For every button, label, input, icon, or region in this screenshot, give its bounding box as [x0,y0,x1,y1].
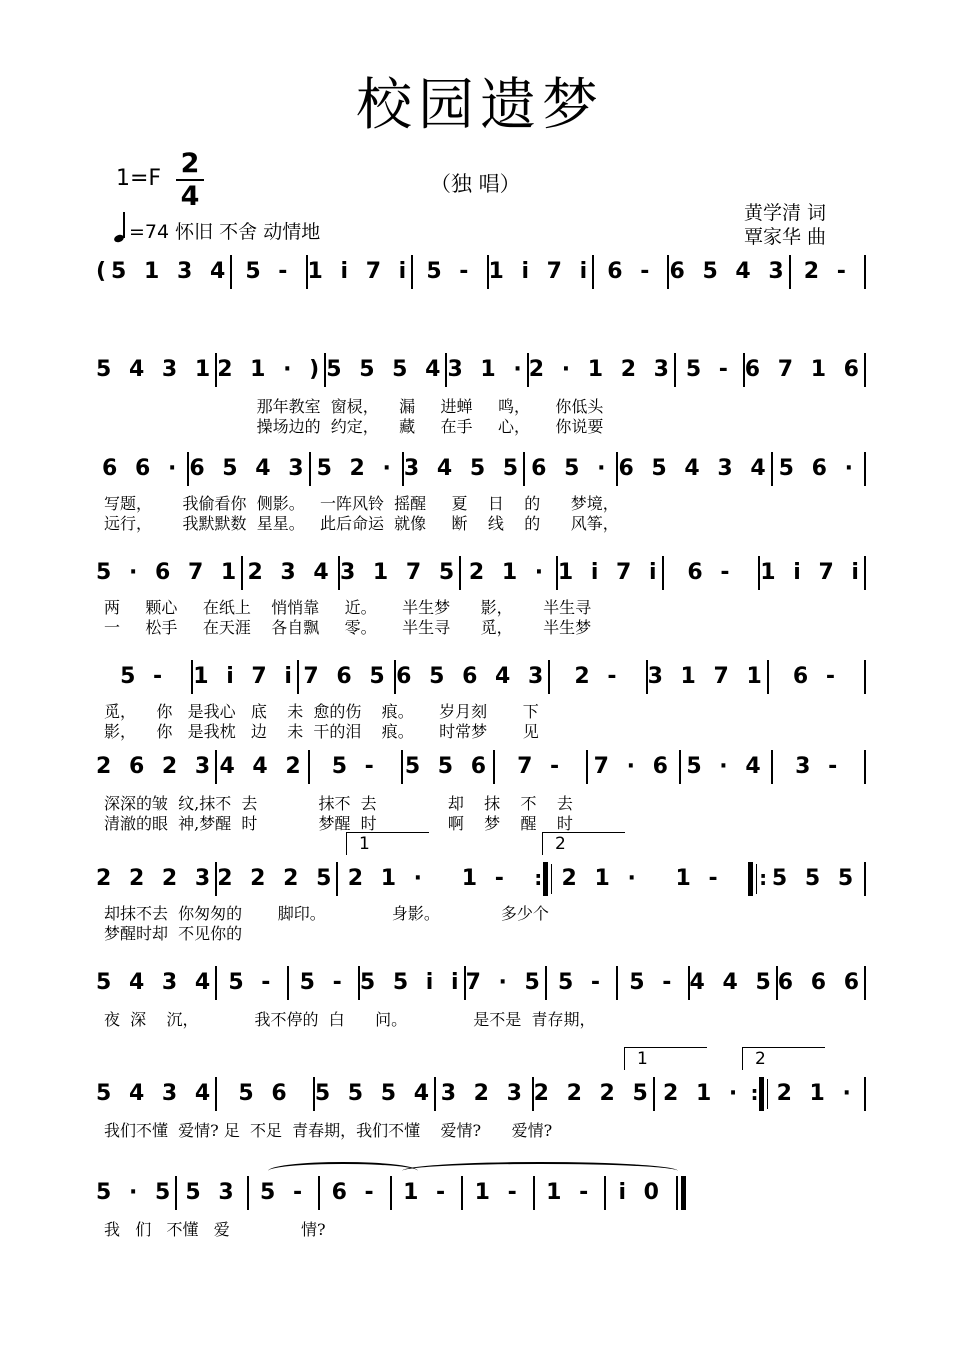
measure-row [96,660,866,694]
lyric-line-2: 一 松手 在天涯 各自飘 零。 半生寻 觅， 半生梦 [104,618,592,637]
performance-type: （独 唱） [430,172,521,196]
repeat-start-barline [748,862,766,896]
measure: 6 5 4 3 [189,456,309,481]
measure: 1 - [474,1180,522,1205]
measure: i 0 [618,1180,664,1205]
lyric-line-1: 两 颗心 在纸上 悄悄靠 近。 半生梦 影， 半生寻 [104,598,592,617]
music-system-6 [96,750,866,880]
lyric-line-2: 清澈的眼 神,梦醒 时 梦醒 时 啊 梦 醒 时 [104,814,573,833]
measure: 1 i 7 i [557,560,662,585]
measure: 2 2 2 5 [533,1081,653,1106]
measure: 5 5 5 4 [326,357,446,382]
measure: 6 5 4 3 [669,259,789,284]
measure-row [96,353,866,387]
measure: 5 - [299,970,347,995]
measure: 5 - [228,970,276,995]
tie [402,1162,678,1180]
measure: 5 · 6 7 1 [96,560,242,585]
measure: 6 - [331,1180,379,1205]
tempo-marking [114,212,320,242]
lyric-line-1: 深深的皱 纹,抹不 去 抹不 去 却 抹 不 去 [104,794,573,813]
repeat-end-barline [534,862,552,896]
measure: 7 · 5 [465,970,545,995]
measure: 3 4 5 5 [403,456,524,481]
tempo-text: =74 怀旧 不舍 动情地 [129,221,321,243]
measure-row [96,750,866,784]
measure: 2 2 2 3 [96,866,216,891]
key-signature: 1=F [116,166,162,191]
measure: 3 1 7 5 [339,560,460,585]
measure: 5 - [245,259,293,284]
lyric-line-1: 夜 深 沉， 我不停的 白 问。 是不是 青存期， [104,1010,596,1029]
measure: 4 4 2 [219,754,306,779]
measure: 2 3 4 [247,560,334,585]
measure: 3 1 · [447,357,527,382]
measure: 5 2 · [316,456,396,481]
lyric-line-2: 影， 你 是我枕 边 未 干的泪 痕。 时常梦 见 [104,722,539,741]
measure: 5 - [260,1180,308,1205]
measure: 1 i 7 i [193,664,297,689]
lyric-line-1: 那年教室 窗棂， 漏 进蝉 鸣， 你低头 [104,397,604,416]
measure: 2 2 2 5 [217,866,337,891]
measure: 5 - [331,754,379,779]
measure-row [96,556,866,590]
measure: 6 5 4 3 4 [618,456,771,481]
measure: 6 - [792,664,840,689]
measure: 7 - [517,754,565,779]
barline [864,353,866,387]
measure: 5 4 3 4 [96,970,216,995]
measure: 5 5 5 [771,866,859,891]
measure-row [96,255,866,289]
barline [864,966,866,1000]
lyric-line-1: 觅， 你 是我心 底 未 愈的伤 痕。 岁月刻 下 [104,702,539,721]
measure-row [96,966,866,1000]
measure: 1 - [675,866,723,891]
measure: 2 · 1 2 3 [528,357,674,382]
measure: 1 - [461,866,509,891]
barline [864,862,866,896]
composer-credit: 覃家华 曲 [744,226,827,248]
time-numerator: 2 [180,148,200,179]
repeat-end-barline [750,1077,768,1111]
measure: 5 - [120,664,168,689]
measure: 1 - [546,1180,594,1205]
measure: 7 6 5 [303,664,390,689]
barline [864,1077,866,1111]
measure: 6 5 · [531,456,611,481]
measure: 6 - [607,259,655,284]
time-signature [176,150,204,210]
measure: 7 · 6 [593,754,673,779]
measure: 2 - [574,664,622,689]
measure: 4 4 5 [689,970,776,995]
measure: 5 4 3 4 [96,1081,216,1106]
measure: 6 6 6 [777,970,865,995]
measure: 3 1 7 1 [647,664,767,689]
measure: 5 - [629,970,677,995]
measure: 3 2 3 [440,1081,527,1106]
measure: 5 5 5 4 [314,1081,435,1106]
measure: 5 6 [238,1081,292,1106]
measure: 1 i 7 i [760,560,864,585]
measure: 5 4 3 1 [96,357,216,382]
measure: 2 1 · [662,1081,743,1106]
lyric-line-2: 操场边的 约定， 藏 在手 心， 你说要 [104,417,604,436]
measure: 5 6 · [778,456,858,481]
measure: 5 - [685,357,733,382]
measure: 2 1 · [561,866,641,891]
lyric-line-1: 我 们 不懂 爱 情? [104,1220,326,1239]
measure: 5 5 i i [359,970,464,995]
volta-second-ending: 2 [542,832,625,855]
measure: 6 - [687,560,735,585]
lyricist-credit: 黄学清 词 [744,202,827,224]
final-barline [676,1176,686,1210]
measure: 1 i 7 i [488,259,593,284]
measure: 3 - [795,754,843,779]
time-denominator: 4 [180,181,200,212]
music-system-10 [96,1176,866,1306]
barline [864,750,866,784]
measure: 6 6 · [102,456,182,481]
measure: 6 5 6 4 3 [396,664,549,689]
slur [268,1162,418,1180]
measure: (5 1 3 4 [96,259,231,284]
volta-second-ending: 2 [742,1047,825,1070]
volta-first-ending: 1 [346,832,429,855]
measure-row [96,1176,686,1210]
measure: 2 1 · ) [217,357,325,382]
measure: 5 - [426,259,474,284]
measure-row [96,862,866,896]
measure: 1 i 7 i [307,259,412,284]
measure: 2 - [803,259,851,284]
measure-row [96,1077,866,1111]
measure-row [96,452,866,486]
lyric-line-1: 却抹不去 你匆匆的 脚印。 身影。 多少个 [104,904,549,923]
lyric-line-2: 梦醒时却 不见你的 [104,924,243,943]
measure: 2 1 · [347,866,428,891]
measure: 5 3 [185,1180,239,1205]
measure: 6 7 1 6 [744,357,864,382]
song-title: 校园遗梦 [356,73,604,138]
quarter-note-icon [114,212,126,242]
measure: 2 1 · [776,1081,856,1106]
lyric-line-1: 我们不懂 爱情? 足 不足 青春期，我们不懂 爱情? 爱情? [104,1121,553,1140]
barline [864,255,866,289]
lyric-line-2: 远行， 我默默数 星星。 此后命运 就像 断 线 的 风筝， [104,514,619,533]
lyric-line-1: 写题， 我偷看你 侧影。 一阵风铃 摇醒 夏 日 的 梦境， [104,494,619,513]
barline [864,660,866,694]
measure: 5 5 6 [404,754,492,779]
measure: 5 - [557,970,606,995]
measure: 2 1 · [468,560,549,585]
measure: 5 · 5 [96,1180,176,1205]
measure: 2 6 2 3 [96,754,216,779]
barline [864,556,866,590]
measure: 1 - [403,1180,451,1205]
measure: 5 · 4 [686,754,766,779]
barline [864,452,866,486]
volta-first-ending: 1 [624,1047,707,1070]
